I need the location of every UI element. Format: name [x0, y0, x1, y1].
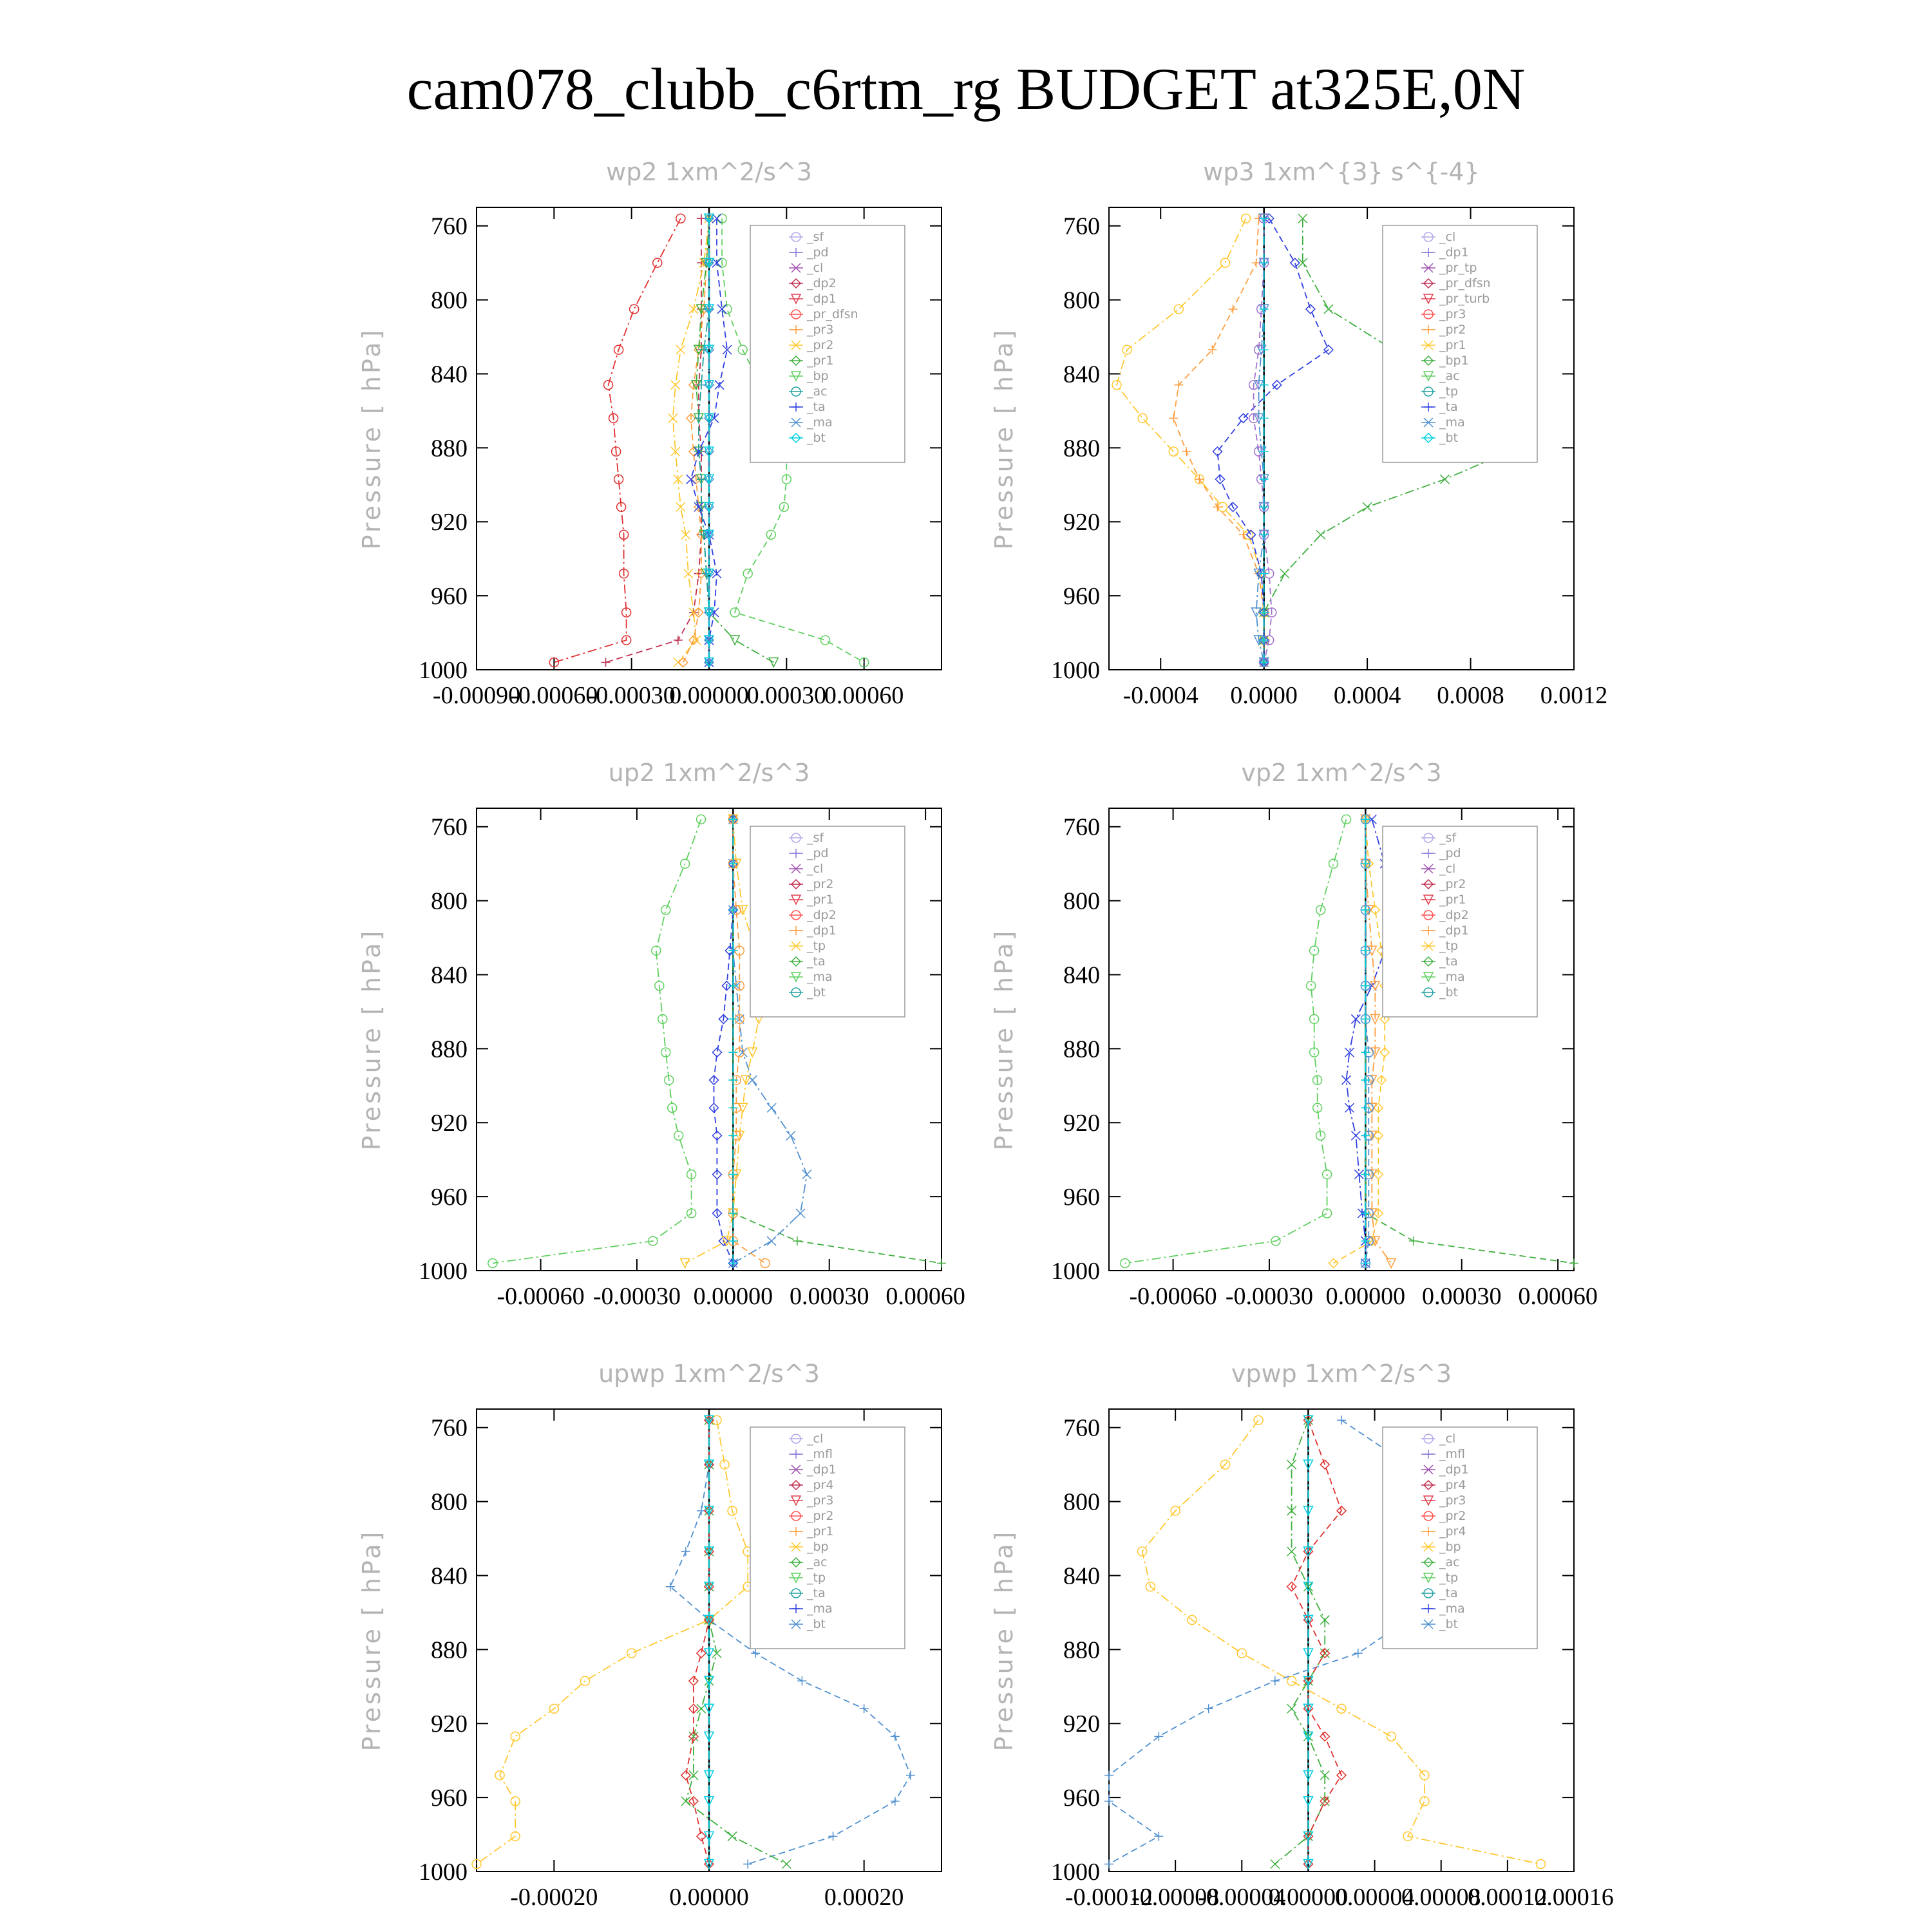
y-axis-label: Pressure [ hPa] — [990, 928, 1018, 1151]
y-tick-label: 960 — [1063, 583, 1100, 611]
y-tick-label: 800 — [431, 887, 468, 915]
y-tick-label: 960 — [431, 1785, 468, 1812]
data-point — [1260, 381, 1269, 390]
data-point — [1271, 1860, 1280, 1869]
legend-entry: _tp — [1439, 939, 1459, 953]
x-tick-label: 0.00016 — [1534, 1884, 1614, 1911]
y-tick-label: 880 — [431, 1036, 468, 1063]
series-line-pr4 — [1292, 1420, 1341, 1864]
legend-entry: _bt — [807, 1617, 826, 1631]
y-tick-label: 840 — [431, 961, 468, 989]
legend-entry: _pr2 — [807, 1509, 834, 1523]
y-tick-label: 1000 — [1051, 657, 1100, 684]
data-point — [1287, 1547, 1296, 1556]
legend-entry: _sf — [1439, 831, 1457, 845]
legend-entry: _dp2 — [1439, 908, 1469, 922]
x-tick-label: 0.00004 — [1334, 1884, 1415, 1911]
panel-title: vpwp 1xm^2/s^3 — [1231, 1359, 1452, 1388]
legend-entry: _pr1 — [807, 1524, 834, 1539]
legend-entry: _pr1 — [1439, 893, 1466, 907]
x-tick-label: -0.00030 — [587, 682, 676, 709]
legend-entry: _ac — [807, 384, 828, 399]
y-tick-label: 760 — [431, 1414, 468, 1442]
data-point — [697, 1832, 706, 1841]
data-point — [1440, 475, 1449, 484]
legend-entry: _ma — [807, 1602, 833, 1616]
legend-entry: _cl — [1439, 862, 1456, 876]
y-tick-label: 1000 — [419, 1859, 468, 1886]
legend-entry: _ac — [807, 1555, 828, 1569]
legend-entry: _cl — [1439, 230, 1456, 244]
legend-entry: _bp1 — [1439, 354, 1469, 368]
legend-entry: _bt — [1439, 431, 1459, 445]
legend-entry: _bt — [807, 431, 826, 445]
x-tick-label: -0.00060 — [510, 682, 598, 709]
y-tick-label: 880 — [1063, 435, 1100, 462]
data-point — [1329, 859, 1338, 868]
legend-entry: _pr2 — [807, 877, 834, 891]
series-line-pr1 — [1334, 819, 1385, 1263]
data-point — [829, 1832, 838, 1841]
legend-entry: _pr_turb — [1439, 292, 1490, 306]
data-point — [728, 1832, 737, 1841]
x-tick-label: -0.00012 — [1065, 1884, 1153, 1911]
series-line-dp1 — [554, 218, 681, 662]
x-tick-label: 0.00030 — [1421, 1283, 1502, 1310]
data-point — [793, 1236, 802, 1245]
legend-entry: _bt — [1439, 985, 1459, 999]
y-tick-label: 800 — [431, 1488, 468, 1516]
data-point — [1324, 305, 1333, 314]
legend-entry: _ta — [807, 954, 826, 969]
data-point — [671, 381, 680, 390]
data-point — [1316, 530, 1325, 539]
data-point — [1280, 569, 1289, 578]
panel-4 — [990, 759, 1598, 1310]
y-tick-label: 760 — [431, 213, 468, 240]
data-point — [676, 502, 685, 511]
data-point — [511, 1732, 520, 1741]
data-point — [802, 1170, 811, 1179]
y-tick-label: 840 — [1063, 961, 1100, 989]
y-tick-label: 880 — [431, 435, 468, 462]
y-axis-label: Pressure [ hPa] — [990, 1529, 1018, 1752]
data-point — [1229, 305, 1238, 314]
legend-entry: _pd — [807, 245, 829, 260]
x-tick-label: 0.0012 — [1540, 682, 1608, 709]
legend-entry: _pr4 — [1439, 1478, 1466, 1492]
panel-title: wp3 1xm^{3} s^{-4} — [1203, 158, 1480, 186]
page-title: cam078_clubb_c6rtm_rg BUDGET at325E,0N — [406, 56, 1526, 122]
data-point — [748, 1075, 757, 1084]
data-point — [630, 305, 639, 314]
legend-entry: _ma — [807, 970, 833, 984]
data-point — [1104, 1771, 1113, 1780]
data-point — [743, 1860, 752, 1869]
y-tick-label: 1000 — [419, 1258, 468, 1285]
data-point — [1182, 447, 1191, 456]
data-point — [767, 1236, 776, 1245]
legend-entry: _pr1 — [1439, 338, 1466, 352]
y-tick-label: 1000 — [419, 657, 468, 684]
data-point — [1204, 1704, 1213, 1713]
series-line-pr1 — [1173, 218, 1264, 662]
panel-6 — [990, 1359, 1614, 1911]
legend-entry: _pr2 — [1439, 1509, 1466, 1523]
x-tick-label: 0.00030 — [746, 682, 827, 709]
panel-2 — [990, 158, 1607, 709]
legend-entry: _pr2 — [807, 338, 834, 352]
data-point — [697, 1649, 706, 1658]
data-point — [1271, 1676, 1280, 1685]
data-point — [676, 345, 685, 354]
legend-entry: _pr4 — [807, 1478, 834, 1492]
data-point — [730, 636, 739, 645]
data-point — [627, 1649, 636, 1658]
series-line-pr2 — [1117, 218, 1264, 662]
data-point — [821, 636, 830, 645]
data-point — [761, 1259, 770, 1268]
data-point — [1221, 258, 1230, 267]
data-point — [1174, 305, 1183, 314]
data-point — [1363, 502, 1372, 511]
x-tick-label: 0.00060 — [824, 682, 904, 709]
y-tick-label: 960 — [1063, 1184, 1100, 1211]
y-tick-label: 920 — [431, 509, 468, 536]
data-point — [906, 1771, 915, 1780]
series-line-dp1 — [1254, 218, 1272, 662]
data-point — [782, 1860, 791, 1869]
y-tick-label: 760 — [1063, 813, 1100, 841]
y-tick-label: 800 — [431, 287, 468, 314]
x-tick-label: -0.00090 — [432, 682, 521, 709]
legend-entry: _dp1 — [1439, 923, 1469, 938]
legend-entry: _pr1 — [807, 893, 834, 907]
data-point — [751, 1649, 760, 1658]
legend-entry: _tp — [1439, 1571, 1459, 1585]
series-line-pr3 — [683, 218, 709, 662]
x-tick-label: 0.00000 — [693, 1283, 773, 1310]
legend-entry: _pr_tp — [1439, 261, 1477, 275]
legend-entry: _tp — [807, 1571, 826, 1585]
y-tick-label: 800 — [1063, 287, 1100, 314]
x-tick-label: 0.00008 — [1401, 1884, 1481, 1911]
data-point — [1287, 1676, 1296, 1685]
data-point — [681, 1547, 690, 1556]
data-point — [694, 413, 703, 422]
legend-entry: _pr_dfsn — [1439, 276, 1491, 290]
legend-entry: _bp — [807, 369, 829, 383]
y-tick-label: 800 — [1063, 887, 1100, 915]
y-tick-label: 960 — [431, 1184, 468, 1211]
panel-5 — [357, 1359, 942, 1911]
legend-entry: _sf — [807, 831, 824, 845]
x-tick-label: -0.00030 — [592, 1283, 681, 1310]
y-tick-label: 920 — [1063, 509, 1100, 536]
data-point — [1387, 1732, 1396, 1741]
series-line-dp2 — [606, 218, 701, 662]
y-axis-label: Pressure [ hPa] — [357, 1529, 386, 1752]
x-tick-label: -0.00004 — [1198, 1884, 1286, 1911]
legend-entry: _pr_dfsn — [807, 307, 858, 321]
data-point — [891, 1797, 900, 1806]
y-tick-label: 800 — [1063, 1488, 1100, 1516]
data-point — [891, 1732, 900, 1741]
data-point — [687, 475, 696, 484]
legend-entry: _ac — [1439, 1555, 1460, 1569]
data-point — [689, 305, 698, 314]
legend-entry: _dp1 — [1439, 1463, 1469, 1477]
x-tick-label: 0.00000 — [669, 682, 749, 709]
data-point — [1354, 1649, 1363, 1658]
panel-1 — [357, 158, 942, 709]
series-line-ta — [714, 819, 734, 1263]
legend-entry: _dp2 — [807, 276, 837, 290]
legend-entry: _ta — [807, 400, 826, 414]
y-axis-label: Pressure [ hPa] — [357, 327, 386, 550]
data-point — [712, 1649, 721, 1658]
legend-entry: _pr1 — [807, 354, 834, 368]
data-point — [1213, 502, 1222, 511]
data-point — [653, 258, 662, 267]
legend-entry: _pr3 — [807, 1493, 834, 1508]
y-tick-label: 1000 — [1051, 1258, 1100, 1285]
legend-entry: _pr3 — [807, 323, 834, 337]
x-tick-label: 0.00012 — [1468, 1884, 1548, 1911]
legend-entry: _bp — [807, 1540, 829, 1554]
legend-entry: _dp1 — [807, 923, 837, 938]
data-point — [1104, 1860, 1113, 1869]
y-tick-label: 840 — [431, 361, 468, 388]
data-point — [1138, 413, 1147, 422]
legend-entry: _bt — [1439, 1617, 1459, 1631]
data-point — [1260, 413, 1269, 422]
legend-entry: _ma — [1439, 415, 1465, 430]
y-tick-label: 920 — [1063, 1710, 1100, 1738]
legend-entry: _mfl — [807, 1447, 833, 1461]
data-point — [937, 1259, 946, 1268]
y-tick-label: 760 — [1063, 213, 1100, 240]
data-point — [661, 905, 670, 914]
legend-entry: _dp2 — [807, 908, 837, 922]
legend-entry: _cl — [807, 862, 824, 876]
legend-entry: _ma — [1439, 970, 1465, 984]
series-line-pr2 — [673, 218, 709, 662]
x-tick-label: -0.0004 — [1122, 682, 1198, 709]
legend-entry: _cl — [1439, 1432, 1456, 1446]
data-point — [1337, 1416, 1346, 1425]
data-point — [674, 636, 683, 645]
legend-entry: _ta — [1439, 400, 1458, 414]
panel-title: wp2 1xm^2/s^3 — [606, 158, 812, 186]
data-point — [1351, 1131, 1360, 1140]
data-point — [668, 413, 677, 422]
legend-entry: _ma — [807, 415, 833, 430]
y-tick-label: 920 — [1063, 1110, 1100, 1137]
x-tick-label: 0.00020 — [824, 1884, 904, 1911]
legend-entry: _pd — [807, 846, 829, 860]
data-point — [786, 1131, 795, 1140]
data-point — [1387, 1259, 1396, 1268]
legend-entry: _ta — [1439, 1586, 1458, 1600]
legend-entry: _bp — [1439, 1540, 1461, 1554]
data-point — [679, 658, 688, 667]
y-axis-label: Pressure [ hPa] — [357, 928, 386, 1151]
series-line-bp — [1275, 1420, 1325, 1864]
data-point — [1345, 1103, 1354, 1112]
legend-entry: _bt — [807, 985, 826, 999]
legend-entry: _pd — [1439, 846, 1461, 860]
data-point — [1307, 981, 1316, 990]
y-axis-label: Pressure [ hPa] — [990, 327, 1018, 550]
x-tick-label: 0.0000 — [1230, 682, 1298, 709]
panel-title: vp2 1xm^2/s^3 — [1241, 759, 1442, 787]
data-point — [681, 1259, 690, 1268]
data-point — [767, 1103, 776, 1112]
x-tick-label: 0.00000 — [669, 1884, 749, 1911]
legend-entry: _cl — [807, 261, 824, 275]
data-point — [1154, 1832, 1163, 1841]
legend-entry: _pr4 — [1439, 1524, 1466, 1539]
legend-entry: _tp — [1439, 384, 1459, 399]
data-point — [1237, 1649, 1246, 1658]
data-point — [1306, 305, 1315, 314]
legend-entry: _pr2 — [1439, 323, 1466, 337]
x-tick-label: 0.00060 — [1518, 1283, 1598, 1310]
legend-entry: _pr3 — [1439, 307, 1466, 321]
legend-entry: _cl — [807, 1432, 824, 1446]
data-point — [1169, 413, 1178, 422]
x-tick-label: -0.00020 — [510, 1884, 598, 1911]
legend-entry: _dp1 — [807, 1463, 837, 1477]
data-point — [1287, 1704, 1296, 1713]
legend-entry: _ac — [1439, 369, 1460, 383]
legend-entry: _dp1 — [807, 292, 837, 306]
y-tick-label: 960 — [431, 583, 468, 611]
data-point — [1569, 1259, 1578, 1268]
y-tick-label: 840 — [431, 1562, 468, 1590]
panel-title: upwp 1xm^2/s^3 — [598, 1359, 820, 1388]
y-tick-label: 960 — [1063, 1785, 1100, 1812]
x-tick-label: 0.0008 — [1437, 682, 1504, 709]
x-tick-label: -0.00060 — [497, 1283, 585, 1310]
y-tick-label: 840 — [1063, 361, 1100, 388]
y-tick-label: 920 — [431, 1110, 468, 1137]
data-point — [1351, 1014, 1360, 1023]
data-point — [1121, 1259, 1130, 1268]
series-line-dp1 — [493, 819, 701, 1263]
data-point — [1409, 1236, 1418, 1245]
legend-entry: _ma — [1439, 1602, 1465, 1616]
data-point — [601, 658, 611, 667]
data-point — [1536, 1860, 1545, 1869]
y-tick-label: 880 — [1063, 1036, 1100, 1063]
x-tick-label: 0.00060 — [886, 1283, 965, 1310]
x-tick-label: 0.0004 — [1333, 682, 1401, 709]
data-point — [684, 569, 693, 578]
legend-entry: _mfl — [1439, 1447, 1465, 1461]
data-point — [681, 1771, 690, 1780]
legend-entry: _pr3 — [1439, 1493, 1466, 1508]
data-point — [797, 1676, 806, 1685]
legend-entry: _pr2 — [1439, 877, 1466, 891]
legend-entry: _ta — [807, 1586, 826, 1600]
x-tick-label: -0.00030 — [1225, 1283, 1314, 1310]
legend-entry: _dp1 — [1439, 245, 1469, 260]
y-tick-label: 1000 — [1051, 1859, 1100, 1886]
y-tick-label: 920 — [431, 1710, 468, 1738]
x-tick-label: 0.00000 — [1325, 1283, 1406, 1310]
panel-3 — [357, 759, 965, 1310]
y-tick-label: 880 — [431, 1636, 468, 1664]
legend-entry: _ta — [1439, 954, 1458, 969]
data-point — [1287, 1460, 1296, 1469]
x-tick-label: -0.00008 — [1132, 1884, 1220, 1911]
y-tick-label: 880 — [1063, 1636, 1100, 1664]
data-point — [1291, 258, 1300, 267]
legend-entry: _sf — [807, 230, 824, 244]
data-point — [748, 1048, 757, 1057]
series-line-dp1 — [1125, 819, 1347, 1263]
y-tick-label: 840 — [1063, 1562, 1100, 1590]
data-point — [1329, 1259, 1338, 1268]
y-tick-label: 760 — [1063, 1414, 1100, 1442]
x-tick-label: 0.00030 — [789, 1283, 869, 1310]
x-tick-label: 0.00000 — [1268, 1884, 1349, 1911]
y-tick-label: 760 — [431, 813, 468, 841]
x-tick-label: -0.00060 — [1129, 1283, 1217, 1310]
panel-title: up2 1xm^2/s^3 — [608, 759, 810, 787]
legend-entry: _tp — [807, 939, 826, 953]
